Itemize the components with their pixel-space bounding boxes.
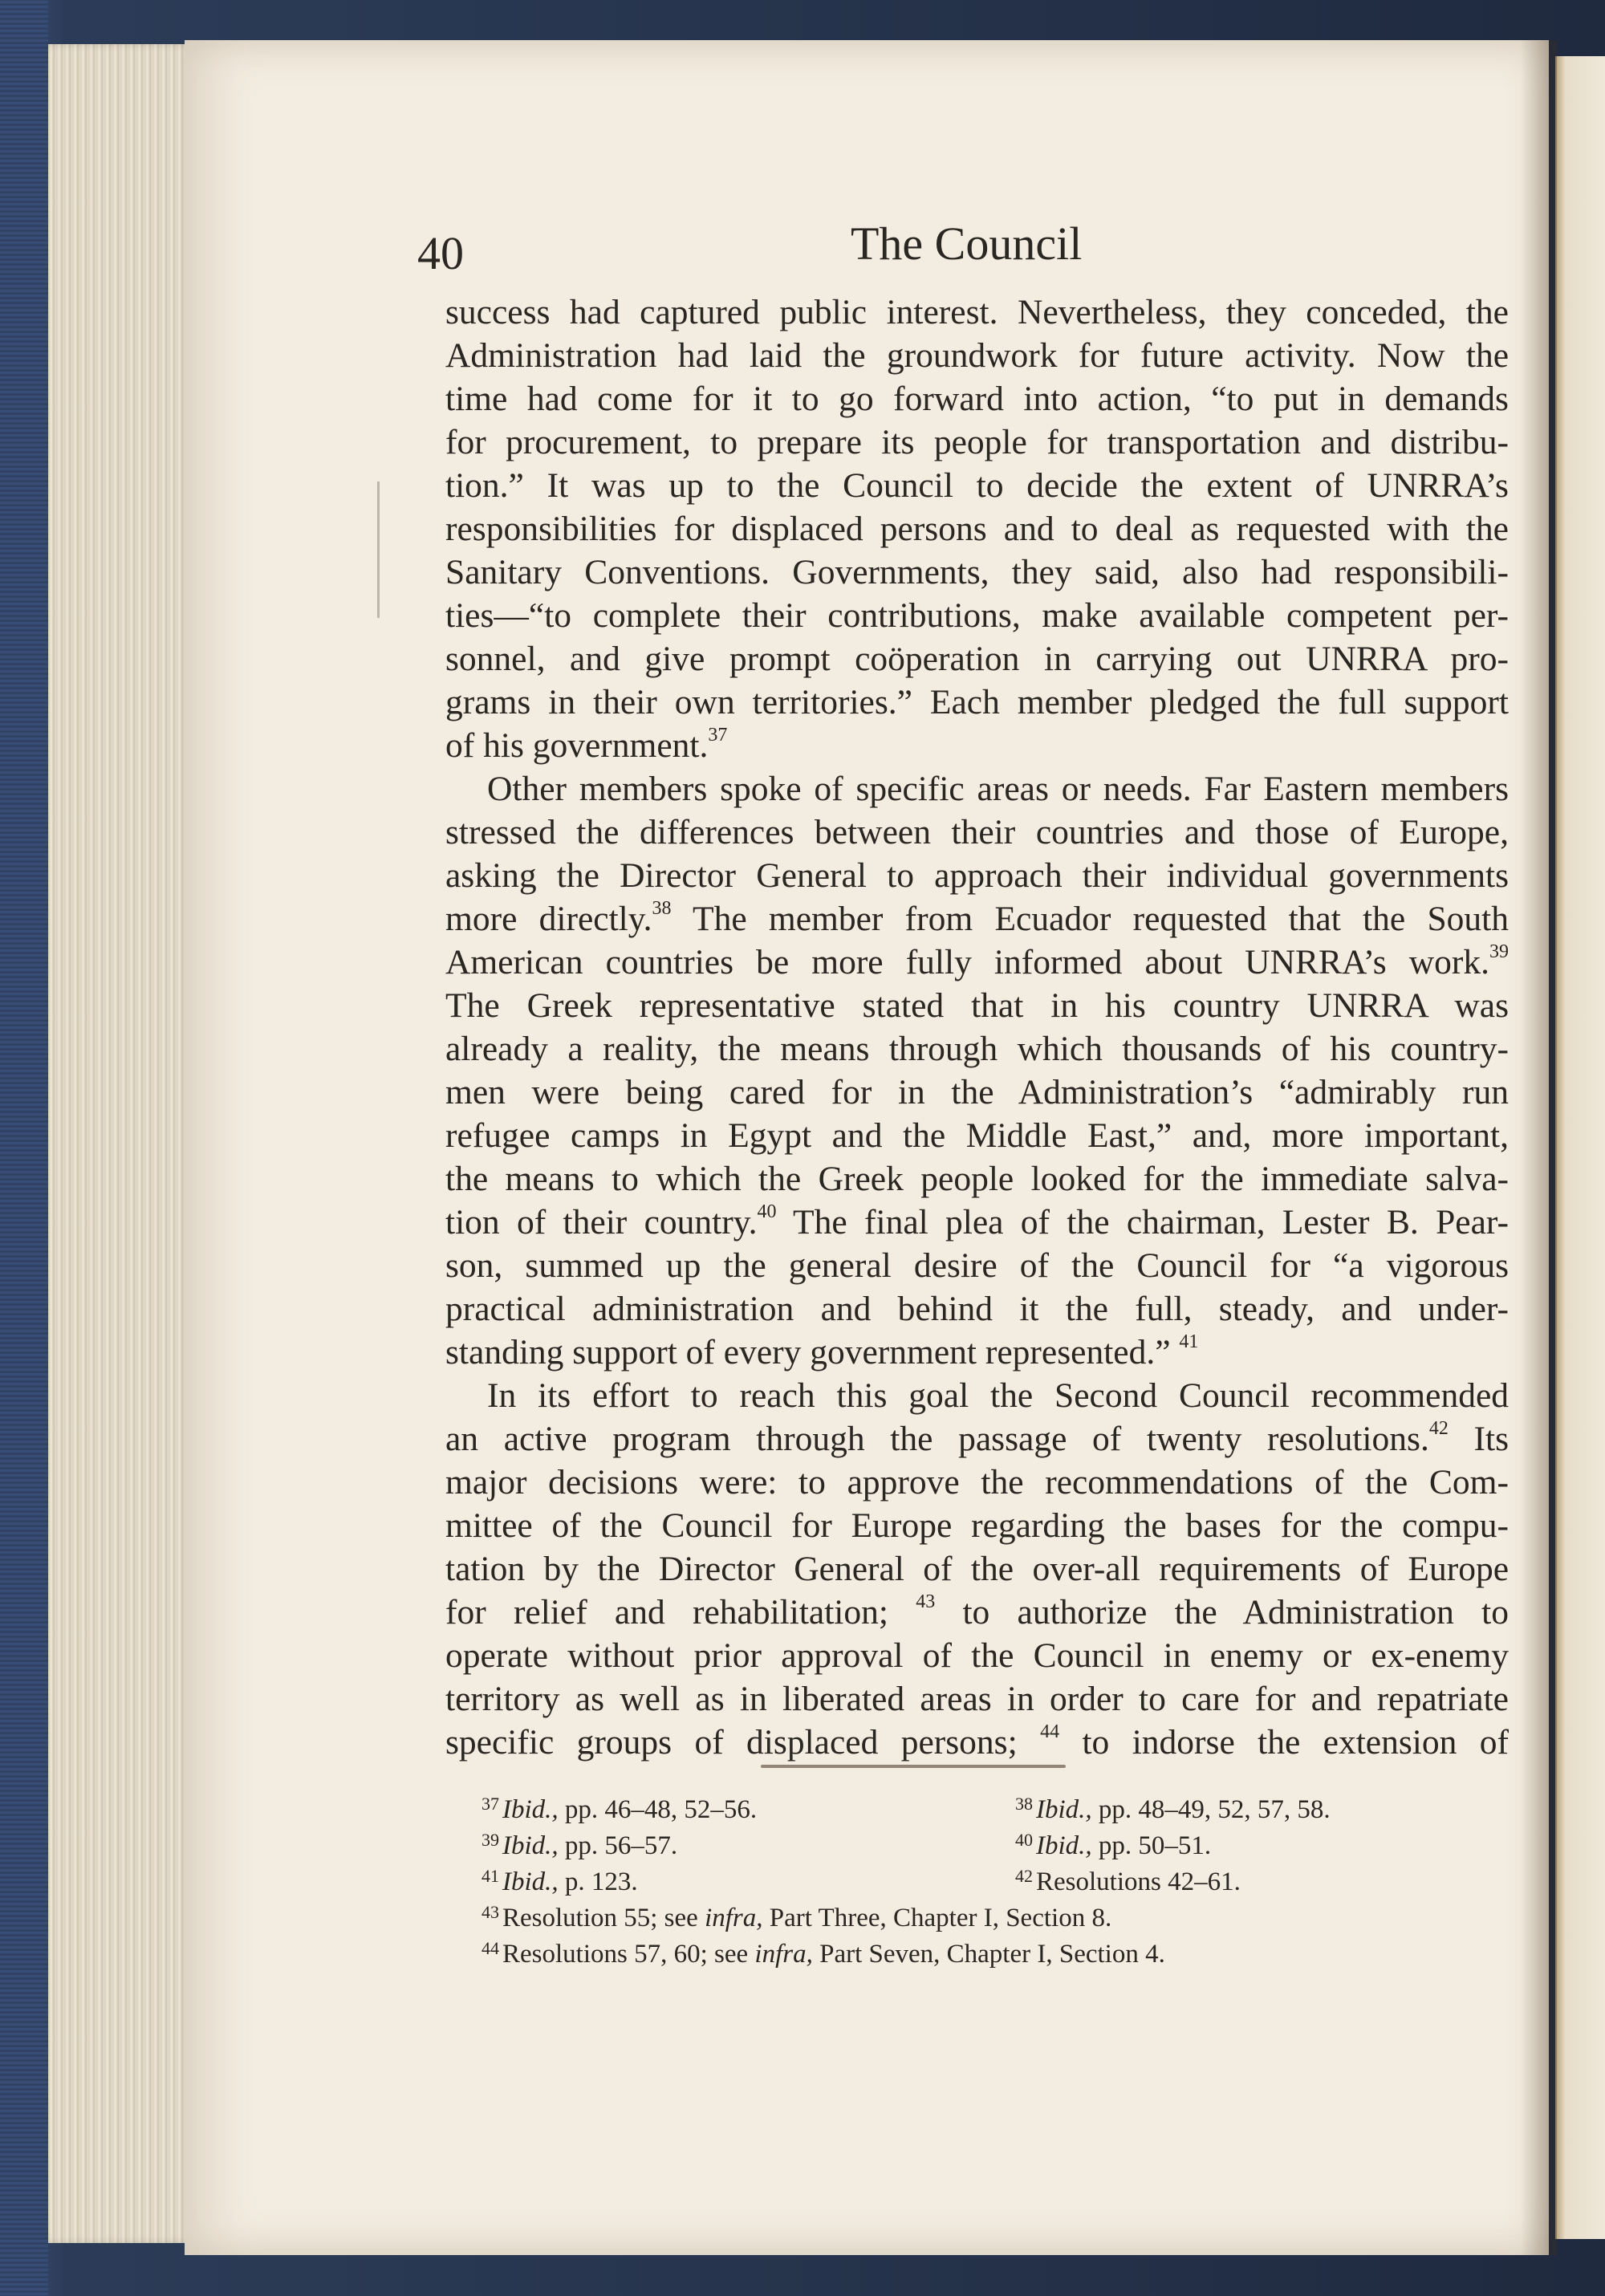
footnote-row <box>482 1858 1501 1894</box>
footnote-ref: 44 <box>1040 1721 1060 1742</box>
text-line <box>445 1201 1509 1244</box>
line-text: an active program through the passage of twenty resolutions. <box>445 1420 1429 1458</box>
footnote-italic: Ibid., <box>502 1867 559 1896</box>
footnote-text: pp. 50–51. <box>1091 1831 1212 1860</box>
footnote-text: Resolutions 42–61. <box>1036 1867 1241 1896</box>
footnote-text: Part Seven, Chapter I, Section 4. <box>812 1940 1165 1969</box>
footnote-text: pp. 46–48, 52–56. <box>558 1795 758 1824</box>
text-line <box>445 507 1509 551</box>
footnote-number: 39 <box>482 1830 499 1850</box>
footnote-number: 38 <box>1015 1794 1033 1814</box>
page-title: The Council <box>851 217 1083 270</box>
footnote-italic: infra, <box>754 1940 813 1969</box>
line-text-after: to indorse the extension of <box>1059 1723 1509 1762</box>
text-line <box>445 1721 1509 1764</box>
line-text: grams in their own territories.” Each member pledged the full support <box>445 683 1509 721</box>
footnote-row <box>482 1786 1501 1822</box>
footnote-italic: Ibid., <box>502 1795 559 1824</box>
text-line <box>445 1417 1509 1461</box>
text-line <box>445 1244 1509 1287</box>
line-text: son, summed up the general desire of the Council for “a vigorous <box>445 1246 1509 1285</box>
body-text <box>445 291 1509 1764</box>
footnote-italic: Ibid., <box>502 1831 559 1860</box>
text-line <box>445 464 1509 507</box>
footnote <box>482 1930 1165 1973</box>
text-line <box>445 334 1509 377</box>
footnote-ref: 40 <box>757 1201 777 1222</box>
line-text: In its effort to reach this goal the Second Council recommended <box>487 1376 1509 1415</box>
line-text: asking the Director General to approach their individual governments <box>445 856 1509 895</box>
footnote-text: pp. 48–49, 52, 57, 58. <box>1091 1795 1331 1824</box>
line-text: for procurement, to prepare its people for transportation and distribu- <box>445 423 1509 461</box>
text-line <box>445 1634 1509 1677</box>
line-text: more directly. <box>445 900 652 938</box>
text-line <box>445 1027 1509 1071</box>
footnote-text: Part Three, Chapter I, Section 8. <box>762 1904 1112 1932</box>
line-text: ties—“to complete their contributions, make available competent per- <box>445 596 1509 635</box>
line-text: tation by the Director General of the over-all requirements of Europe <box>445 1550 1509 1588</box>
text-line <box>445 1374 1509 1417</box>
line-text: major decisions were: to approve the recommendations of the Com- <box>445 1463 1509 1502</box>
line-text: operate without prior approval of the Council in enemy or ex-enemy <box>445 1636 1509 1675</box>
footnote-italic: Ibid., <box>1036 1831 1092 1860</box>
pencil-margin-mark <box>377 482 380 618</box>
footnote-ref: 37 <box>708 725 728 746</box>
line-text: standing support of every government represented.” <box>445 1333 1180 1372</box>
line-text: territory as well as in liberated areas in order to care for and repatriate <box>445 1680 1509 1718</box>
text-line <box>445 767 1509 811</box>
text-line <box>445 811 1509 854</box>
footnote-number: 40 <box>1015 1830 1033 1850</box>
text-line <box>445 1071 1509 1114</box>
line-text: time had come for it to go forward into action, “to put in demands <box>445 380 1509 418</box>
text-line <box>445 291 1509 334</box>
line-text: for relief and rehabilitation; <box>445 1593 916 1632</box>
line-text: American countries be more fully informed about UNRRA’s work. <box>445 943 1489 981</box>
line-text: tion.” It was up to the Council to decide the extent of UNRRA’s <box>445 466 1509 505</box>
footnote-number: 44 <box>482 1938 499 1958</box>
line-text: success had captured public interest. Nevertheless, they conceded, the <box>445 293 1509 331</box>
footnote-row <box>482 1822 1501 1858</box>
footnote-number: 43 <box>482 1902 499 1922</box>
footnote-italic: infra, <box>705 1904 763 1932</box>
text-line <box>445 1547 1509 1591</box>
text-line <box>445 1287 1509 1331</box>
line-text: specific groups of displaced persons; <box>445 1723 1041 1762</box>
footnote-row <box>482 1930 1501 1969</box>
text-line <box>445 1114 1509 1157</box>
footnote-text: Resolution 55; see <box>502 1904 705 1932</box>
footnote-italic: Ibid., <box>1036 1795 1092 1824</box>
line-text: mittee of the Council for Europe regarding the bases for the compu- <box>445 1506 1509 1545</box>
text-line <box>445 377 1509 421</box>
footnote-row <box>482 1894 1501 1930</box>
line-text: men were being cared for in the Administration’s “admirably run <box>445 1073 1509 1111</box>
footnote-ref: 42 <box>1428 1418 1449 1439</box>
line-text-after: The final plea of the chairman, Lester B. Pear- <box>776 1203 1509 1241</box>
text-line <box>445 637 1509 681</box>
text-line <box>445 897 1509 941</box>
footnote-text: Resolutions 57, 60; see <box>502 1940 755 1969</box>
text-line <box>445 551 1509 594</box>
text-line <box>445 681 1509 724</box>
text-line <box>445 984 1509 1027</box>
text-line <box>445 1331 1509 1374</box>
text-line <box>445 854 1509 897</box>
text-line <box>445 594 1509 637</box>
text-line <box>445 421 1509 464</box>
line-text-after: The member from Ecuador requested that the South <box>671 900 1509 938</box>
running-head <box>417 217 1525 289</box>
page-stack-edges <box>48 44 193 2243</box>
cover-binding-edge <box>0 0 48 2296</box>
line-text-after: Its <box>1448 1420 1510 1458</box>
footnote-ref: 38 <box>652 898 672 919</box>
line-text: practical administration and behind it the full, steady, and under- <box>445 1290 1509 1328</box>
line-text: responsibilities for displaced persons and to deal as requested with the <box>445 510 1509 548</box>
footnote-ref: 43 <box>916 1591 936 1612</box>
line-text: the means to which the Greek people looked for the immediate salva- <box>445 1160 1509 1198</box>
line-text: Other members spoke of specific areas or needs. Far Eastern members <box>487 770 1509 808</box>
line-text: tion of their country. <box>445 1203 758 1241</box>
line-text: of his government. <box>445 726 709 765</box>
line-text: Administration had laid the groundwork for future activity. Now the <box>445 336 1509 375</box>
line-text: The Greek representative stated that in his country UNRRA was <box>445 986 1509 1025</box>
footnote-number: 37 <box>482 1794 499 1814</box>
text-line <box>445 1461 1509 1504</box>
footnote-text: pp. 56–57. <box>558 1831 678 1860</box>
footnote-ref: 39 <box>1489 941 1509 962</box>
text-line <box>445 724 1509 767</box>
line-text: already a reality, the means through which thousands of his country- <box>445 1030 1509 1068</box>
line-text-after: to authorize the Administration to <box>935 1593 1509 1632</box>
footnote-text: p. 123. <box>558 1867 638 1896</box>
footnote-number: 41 <box>482 1866 499 1886</box>
line-text: stressed the differences between their countries and those of Europe, <box>445 813 1509 851</box>
footnotes <box>482 1786 1501 1969</box>
text-line <box>445 1591 1509 1634</box>
text-line <box>445 1504 1509 1547</box>
text-line <box>445 1157 1509 1201</box>
page-number: 40 <box>417 227 464 279</box>
gutter-shadow <box>1521 40 1557 2255</box>
facing-page-edge <box>1555 56 1605 2239</box>
text-line <box>445 941 1509 984</box>
pencil-underline <box>761 1765 1066 1768</box>
line-text: Sanitary Conventions. Governments, they said, also had responsibili- <box>445 553 1509 591</box>
text-line <box>445 1677 1509 1721</box>
line-text: sonnel, and give prompt coöperation in carrying out UNRRA pro- <box>445 640 1509 678</box>
footnote-number: 42 <box>1015 1866 1033 1886</box>
line-text: refugee camps in Egypt and the Middle East,” and, more important, <box>445 1116 1509 1155</box>
footnote-ref: 41 <box>1179 1331 1199 1352</box>
